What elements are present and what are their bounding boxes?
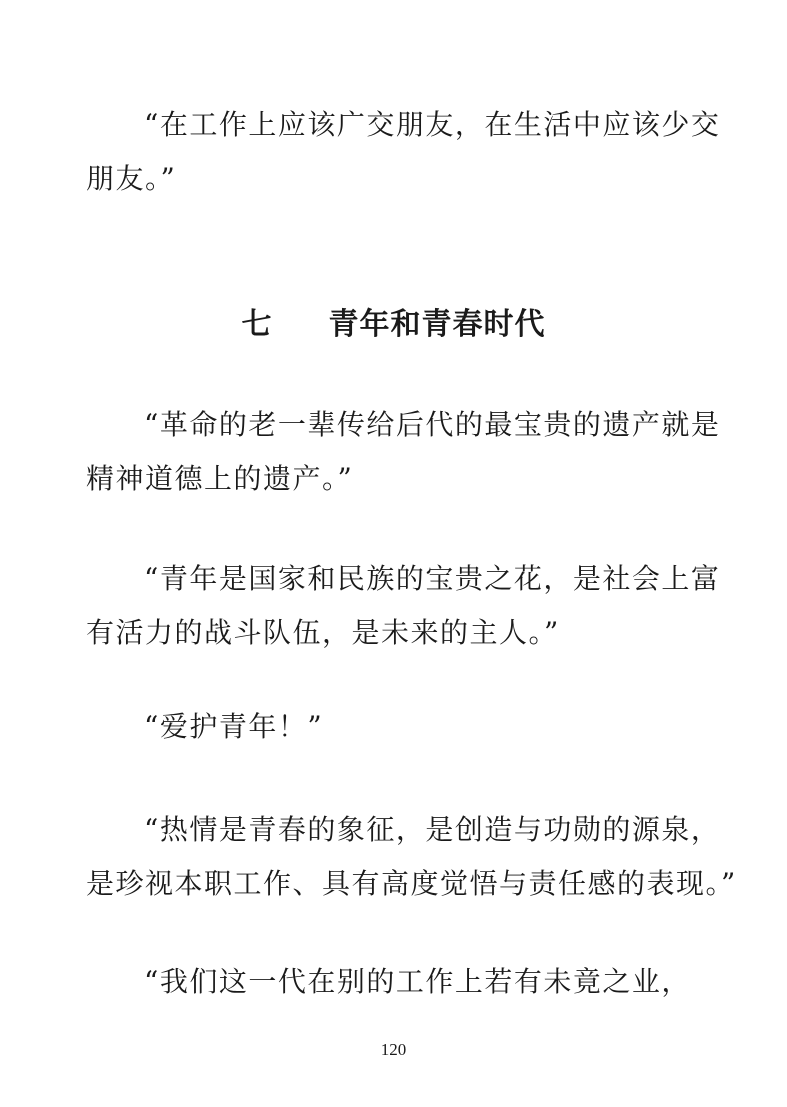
section-number: 七 (241, 307, 273, 342)
page-number: 120 (380, 1040, 407, 1059)
quote-paragraph (86, 552, 721, 660)
section-title: 青年和青春时代 (328, 307, 546, 342)
paragraph-line: “爱护青年！” (144, 710, 324, 743)
paragraph-line: 精神道德上的遗产。” (86, 462, 354, 495)
paragraph-line: 是珍视本职工作、具有高度觉悟与责任感的表现。” (86, 867, 737, 900)
paragraph-line: 朋友。” (86, 162, 177, 195)
paragraph-line: “我们这一代在别的工作上若有未竟之业， (144, 965, 691, 998)
paragraph-line: “在工作上应该广交朋友，在生活中应该少交 (144, 108, 721, 141)
quote-paragraph (86, 398, 721, 506)
section-heading (0, 300, 787, 350)
paragraph-line: “革命的老一辈传给后代的最宝贵的遗产就是 (144, 408, 721, 441)
paragraph-line: “热情是青春的象征，是创造与功勋的源泉， (144, 813, 721, 846)
quote-paragraph (86, 955, 706, 1009)
paragraph-line: 有活力的战斗队伍，是未来的主人。” (86, 616, 560, 649)
paragraph-line: “青年是国家和民族的宝贵之花，是社会上富 (144, 562, 721, 595)
quote-paragraph (86, 98, 721, 206)
quote-paragraph (86, 803, 737, 911)
quote-paragraph (86, 700, 706, 754)
